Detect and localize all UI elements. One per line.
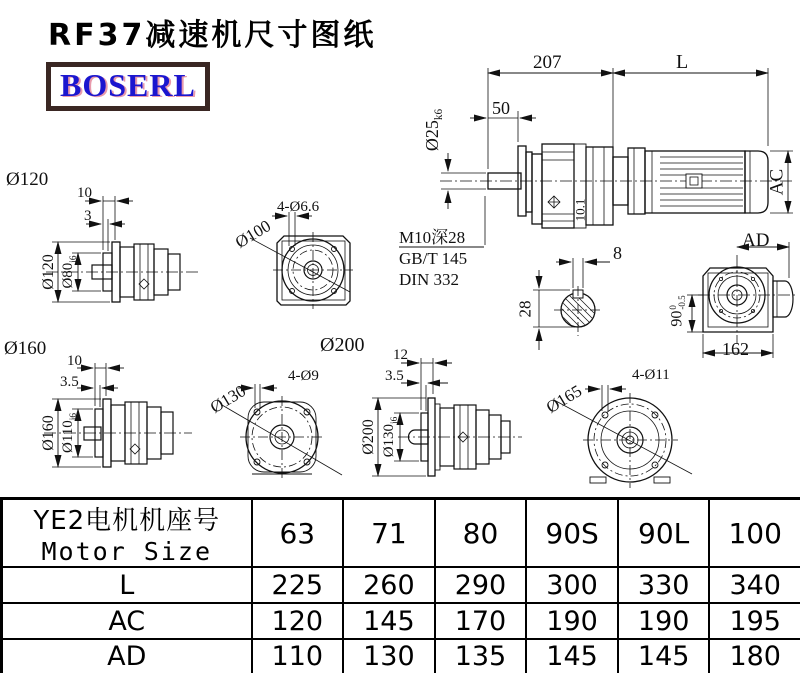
- row-label-AC: AC: [2, 603, 252, 639]
- L-90S: 300: [526, 567, 618, 603]
- keyway-section-view: [533, 258, 610, 352]
- AC-63: 120: [252, 603, 344, 639]
- view120-inner-tol: j6: [68, 255, 79, 263]
- view160-inner-dia: [61, 413, 79, 453]
- view160-title: Ø160: [4, 338, 47, 359]
- rear-height-tol-upper: 0: [668, 305, 678, 310]
- key-height-label: 28: [515, 300, 535, 318]
- view200-title: Ø200: [320, 334, 365, 356]
- key-width-label: 8: [613, 243, 622, 263]
- view160-inner-tol: j6: [68, 412, 79, 421]
- motor-size-header-en: Motor Size: [41, 537, 212, 566]
- boserl-logo-text: BOSERL: [60, 67, 196, 103]
- view200s-inner-dia: [382, 417, 400, 458]
- view200-holes-label: 4-Ø9: [288, 368, 319, 384]
- view200s-dim12: 12: [393, 347, 408, 363]
- row-label-L: L: [2, 567, 252, 603]
- main-side-view: [399, 68, 795, 247]
- AC-80: 170: [435, 603, 527, 639]
- AC-100: 195: [709, 603, 800, 639]
- dim-L-label: L: [676, 51, 689, 73]
- dim-AD-label: AD: [742, 230, 770, 251]
- din-standard-note: DIN 332: [399, 270, 459, 289]
- view100-dia-label: Ø100: [231, 216, 275, 252]
- view200s-dim35: 3.5: [385, 368, 404, 384]
- rear-height-tol-lower: -0.5: [677, 295, 687, 310]
- shaft-dia-value: Ø25: [421, 120, 442, 152]
- AD-63: 110: [252, 639, 344, 673]
- dim-207-label: 207: [533, 52, 562, 73]
- page-title: RF37减速机尺寸图纸: [48, 18, 377, 53]
- view120-inner-value: Ø80: [59, 262, 76, 289]
- size-63: 63: [252, 499, 344, 568]
- dim-AC-label: AC: [766, 168, 788, 196]
- view160-outer-dia: Ø160: [40, 415, 57, 451]
- table-header-row: [2, 499, 800, 568]
- view100-holes-label: 4-Ø6.6: [277, 199, 320, 215]
- AD-71: 130: [343, 639, 435, 673]
- AC-71: 145: [343, 603, 435, 639]
- dimension-table: [0, 497, 800, 673]
- row-label-AD: AD: [2, 639, 252, 673]
- view120-dim3: 3: [84, 208, 92, 224]
- shaft-dia-label: [423, 109, 445, 151]
- AD-80: 135: [435, 639, 527, 673]
- view165-holes-label: 4-Ø11: [632, 367, 670, 383]
- size-71: 71: [343, 499, 435, 568]
- AC-90S: 190: [526, 603, 618, 639]
- size-90S: 90S: [526, 499, 618, 568]
- AD-100: 180: [709, 639, 800, 673]
- view120-outer-dia: Ø120: [40, 254, 57, 290]
- view120-inner-dia: [61, 255, 79, 288]
- AD-90L: 145: [618, 639, 710, 673]
- L-63: 225: [252, 567, 344, 603]
- rear-height-label: [669, 295, 687, 326]
- L-71: 260: [343, 567, 435, 603]
- L-100: 340: [709, 567, 800, 603]
- rear-height-value: 90: [668, 310, 686, 327]
- view160-dim35: 3.5: [60, 374, 79, 390]
- size-80: 80: [435, 499, 527, 568]
- view160-inner-value: Ø110: [59, 420, 76, 454]
- gb-standard-note: GB/T 145: [399, 249, 468, 268]
- table-row-AD: [2, 639, 800, 673]
- table-row-L: [2, 567, 800, 603]
- view120-dim10: 10: [77, 185, 92, 201]
- view200s-inner-value: Ø130: [380, 423, 397, 458]
- table-row-AC: [2, 603, 800, 639]
- shaft-dia-tolerance: k6: [432, 108, 445, 121]
- view200-bc-dia-label: Ø130: [206, 381, 250, 417]
- view120-title: Ø120: [6, 169, 49, 190]
- AD-90S: 145: [526, 639, 618, 673]
- L-80: 290: [435, 567, 527, 603]
- dim-50-label: 50: [492, 98, 510, 118]
- view165-dia-label: Ø165: [542, 381, 586, 417]
- view200s-inner-tol: j6: [389, 416, 400, 424]
- size-100: 100: [709, 499, 800, 568]
- AC-90L: 190: [618, 603, 710, 639]
- motor-size-header-cn: YE2电机机座号: [33, 506, 221, 536]
- tapped-hole-note: M10深28: [399, 228, 466, 247]
- L-90L: 330: [618, 567, 710, 603]
- rear-height-tolerance: [669, 295, 687, 309]
- view160-dim10: 10: [67, 353, 82, 369]
- dim-10-1-label: 10.1: [572, 198, 588, 222]
- dim-162-label: 162: [722, 339, 749, 359]
- size-90L: 90L: [618, 499, 710, 568]
- motor-size-header: [2, 499, 252, 568]
- view200s-outer-dia: Ø200: [360, 419, 377, 455]
